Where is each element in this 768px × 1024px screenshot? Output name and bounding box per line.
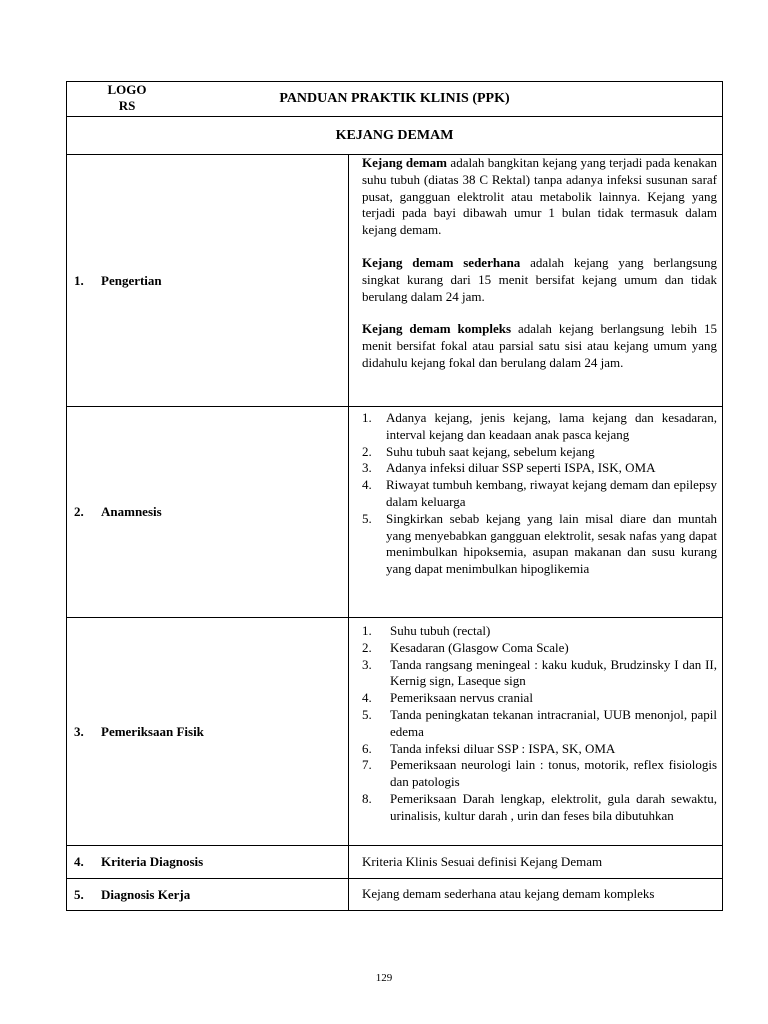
definition-term: Kejang demam kompleks [362, 321, 512, 337]
criteria-text: Kriteria Klinis Sesuai definisi Kejang Demam [362, 853, 603, 869]
list-text: Tanda infeksi diluar SSP : ISPA, SK, OMA [390, 740, 616, 756]
list-text: Riwayat tumbuh kembang, riwayat kejang demam dan epilepsy dalam keluarga [386, 477, 717, 509]
list-item [362, 623, 717, 640]
table-row [67, 618, 723, 846]
list-item [362, 791, 717, 825]
row-content [349, 879, 723, 911]
list-text: Suhu tubuh (rectal) [390, 623, 491, 638]
row-content [349, 407, 723, 618]
row-label [67, 155, 349, 407]
definition-paragraph [362, 155, 717, 239]
definition-text: adalah kejang yang berlangsung singkat kurang dari 15 menit bersifat kejang umum dan tidak berulang dalam 24 jam. [362, 254, 717, 304]
ppk-table [66, 81, 723, 911]
list-item [362, 511, 717, 578]
physical-exam-list [362, 623, 717, 825]
table-row [67, 846, 723, 879]
definition-paragraph [362, 255, 717, 305]
row-content [349, 618, 723, 846]
list-item [362, 477, 717, 511]
logo-line-2: RS [118, 98, 136, 113]
row-content [349, 155, 723, 407]
list-text: Tanda peningkatan tekanan intracranial, UUB menonjol, papil edema [390, 706, 717, 739]
document-subtitle: KEJANG DEMAM [67, 117, 723, 155]
list-text: Pemeriksaan nervus cranial [390, 690, 533, 706]
list-text: Adanya infeksi diluar SSP seperti ISPA, ISK, OMA [386, 460, 656, 476]
list-number: 7. [362, 757, 372, 773]
list-number: 1. [362, 623, 372, 638]
definition-text: adalah kejang berlangsung lebih 15 menit bersifat fokal atau parsial satu sisi atau kejang umum yang didahulu kejang fokal dan berulang dalam 24 jam. [362, 321, 718, 370]
list-number: 5. [362, 510, 372, 526]
table-row [67, 155, 723, 407]
list-number: 3. [362, 656, 372, 672]
anamnesis-list [362, 410, 717, 578]
list-number: 4. [362, 690, 372, 706]
table-row [67, 879, 723, 911]
list-text: Singkirkan sebab kejang yang lain misal diare dan muntah yang menyebabkan gangguan elektrolit, sesak nafas yang dapat menimbulkan hipoksemia, asupan makanan dan susu kurang yang dapat menimbulkan hipoglikemia [386, 510, 717, 577]
row-label [67, 879, 349, 911]
definition-term: Kejang demam sederhana [362, 254, 521, 270]
row-number: 4. [74, 854, 84, 869]
list-text: Pemeriksaan neurologi lain : tonus, motorik, reflex fisiologis dan patologis [390, 757, 717, 790]
list-number: 2. [362, 639, 372, 655]
row-label-text: Pengertian [101, 272, 162, 288]
list-number: 6. [362, 740, 372, 756]
document-title: PANDUAN PRAKTIK KLINIS (PPK) [279, 91, 510, 106]
list-text: Kesadaran (Glasgow Coma Scale) [390, 639, 569, 655]
list-item [362, 757, 717, 791]
row-label-text: Anamnesis [101, 504, 162, 519]
list-number: 3. [362, 460, 372, 476]
list-item [362, 707, 717, 741]
list-item [362, 657, 717, 691]
list-number: 5. [362, 706, 372, 722]
list-item [362, 444, 717, 461]
list-item [362, 410, 717, 444]
list-item [362, 690, 717, 707]
row-label-text: Kriteria Diagnosis [101, 854, 204, 869]
list-text: Suhu tubuh saat kejang, sebelum kejang [386, 443, 595, 459]
working-diagnosis-text: Kejang demam sederhana atau kejang demam kompleks [362, 886, 655, 902]
row-label [67, 618, 349, 846]
list-text: Adanya kejang, jenis kejang, lama kejang dan kesadaran, interval kejang dan keadaan anak pasca kejang [386, 410, 717, 442]
list-item [362, 741, 717, 758]
definition-text: adalah bangkitan kejang yang terjadi pada kenakan suhu tubuh (diatas 38 C Rektal) tanpa adanya infeksi susunan saraf pusat, gangguan elektrolit atau metabolik lainnya. Kejang yang terjadi pada bayi dibawah umur 1 bulan tidak termasuk dalam kejang demam. [362, 155, 717, 238]
list-item [362, 460, 717, 477]
list-text: Pemeriksaan Darah lengkap, elektrolit, gula darah sewaktu, urinalisis, kultur darah , urin dan feses bila dibutuhkan [390, 790, 717, 823]
row-label-text: Diagnosis Kerja [101, 886, 191, 902]
header-cell [67, 82, 723, 117]
row-label [67, 407, 349, 618]
list-number: 4. [362, 477, 372, 493]
table-row [67, 407, 723, 618]
row-number: 1. [74, 272, 84, 288]
list-number: 8. [362, 790, 372, 806]
definition-term: Kejang demam [362, 155, 448, 170]
row-label [67, 846, 349, 879]
row-number: 5. [74, 886, 84, 902]
list-text: Tanda rangsang meningeal : kaku kuduk, Brudzinsky I dan II, Kernig sign, Laseque sign [390, 656, 717, 689]
row-label-text: Pemeriksaan Fisik [101, 723, 204, 739]
row-content [349, 846, 723, 879]
page-number: 129 [375, 972, 393, 984]
row-number: 3. [74, 723, 84, 739]
list-number: 1. [362, 410, 372, 425]
list-number: 2. [362, 443, 372, 459]
definition-paragraph [362, 321, 717, 371]
logo-line-1: LOGO [107, 82, 147, 97]
list-item [362, 640, 717, 657]
row-number: 2. [74, 504, 84, 519]
